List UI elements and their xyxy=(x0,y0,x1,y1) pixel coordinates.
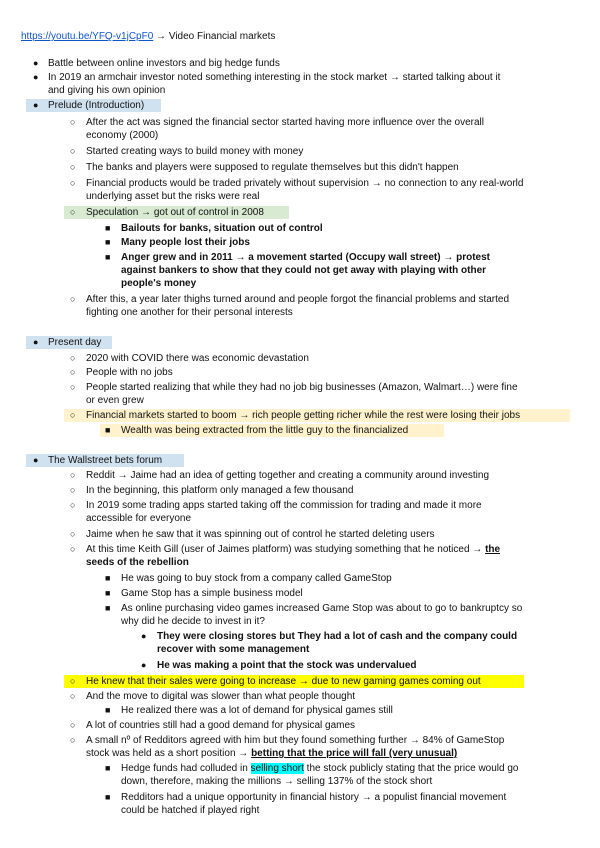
bullet-icon: ■ xyxy=(105,792,111,802)
bullet-icon: ○ xyxy=(70,720,76,730)
wsb-item: And the move to digital was slower than what people thought xyxy=(86,691,356,702)
the-text: the xyxy=(485,544,501,555)
bullet-icon: ● xyxy=(33,455,39,465)
wsb-item: In 2019 some trading apps started taking off the commission for trading and made it more xyxy=(86,500,482,511)
selling-short-highlight: selling short xyxy=(250,763,304,774)
physical-sub: He realized there was a lot of demand for physical games still xyxy=(121,705,393,716)
bullet-icon: ■ xyxy=(105,763,111,773)
section-heading-wsb: The Wallstreet bets forum xyxy=(48,455,163,466)
bullet-icon: ○ xyxy=(70,353,76,363)
speculation-sub-cont: people's money xyxy=(121,278,197,289)
wsb-item: He knew that their sales were going to increase → due to new gaming games coming out xyxy=(86,676,481,687)
present-item: People started realizing that while they had no job big businesses (Amazon, Walmart…) were fine xyxy=(86,382,518,393)
prelude-item: The banks and players were supposed to regulate themselves but this didn't happen xyxy=(86,162,459,173)
present-item: People with no jobs xyxy=(86,367,173,378)
section-heading-present: Present day xyxy=(48,337,102,348)
betting-text: betting that the price will fall (very unusual) xyxy=(251,748,458,759)
bullet-icon: ■ xyxy=(105,252,111,262)
wsb-item-cont: accessible for everyone xyxy=(86,513,192,524)
header-title: → Video Financial markets xyxy=(153,31,276,42)
wsb-item: A small nº of Redditors agreed with him but they found something further → 84% of GameStop xyxy=(86,735,505,746)
hedge-post: the stock publicly stating that the price would go xyxy=(303,763,519,774)
bullet-icon: ○ xyxy=(70,410,76,420)
gamestop-sub-cont: recover with some management xyxy=(157,644,310,655)
bullet-icon: ■ xyxy=(105,223,111,233)
bullet-icon: ● xyxy=(33,100,39,110)
intro-item: Battle between online investors and big hedge funds xyxy=(48,58,280,69)
header-line xyxy=(21,30,275,43)
bullet-icon: ○ xyxy=(70,470,76,480)
wsb-item-cont xyxy=(86,747,457,760)
bullet-icon: ○ xyxy=(70,691,76,701)
present-sub: Wealth was being extracted from the little guy to the financialized xyxy=(121,425,409,436)
intro-item: In 2019 an armchair investor noted something interesting in the stock market → started talking about it xyxy=(48,72,501,83)
prelude-item: After this, a year later thighs turned around and people forgot the financial problems and started xyxy=(86,294,510,305)
bullet-icon: ○ xyxy=(70,544,76,554)
gamestop-item-cont: why did he decide to invest in it? xyxy=(121,616,265,627)
bullet-icon: ■ xyxy=(105,425,111,435)
bullet-icon: ● xyxy=(33,72,39,82)
present-item: Financial markets started to boom → rich people getting richer while the rest were losing their jobs xyxy=(86,410,521,421)
gamestop-sub: They were closing stores but They had a lot of cash and the company could xyxy=(157,631,518,642)
bullet-icon: ○ xyxy=(70,500,76,510)
bullet-icon: ● xyxy=(33,58,39,68)
speculation-sub: Anger grew and in 2011 → a movement started (Occupy wall street) → protest xyxy=(121,252,490,263)
gamestop-item: As online purchasing video games increased Game Stop was about to go to bankruptcy so xyxy=(121,603,523,614)
hedge-item-cont: down, therefore, making the millions → selling 137% of the stock short xyxy=(121,776,433,787)
bullet-icon: ○ xyxy=(70,676,76,686)
video-link[interactable]: https://youtu.be/YFQ-v1jCpF0 xyxy=(21,31,154,42)
bullet-icon: ■ xyxy=(105,603,111,613)
speculation-sub: Many people lost their jobs xyxy=(121,237,250,248)
bullet-icon: ○ xyxy=(70,735,76,745)
bullet-icon: ■ xyxy=(105,573,111,583)
bullet-icon: ■ xyxy=(105,237,111,247)
bullet-icon: ○ xyxy=(70,382,76,392)
bullet-icon: ○ xyxy=(70,529,76,539)
bullet-icon: ○ xyxy=(70,485,76,495)
bullet-icon: ○ xyxy=(70,162,76,172)
prelude-item-cont: fighting one another for their personal interests xyxy=(86,307,293,318)
section-heading-prelude: Prelude (Introduction) xyxy=(48,100,145,111)
keith-gill-text: At this time Keith Gill (user of Jaimes platform) was studying something that he noticed → xyxy=(86,544,486,555)
bullet-icon: ■ xyxy=(105,705,111,715)
intro-item-cont: and giving his own opinion xyxy=(48,85,166,96)
bullet-icon: ● xyxy=(141,660,147,670)
gamestop-item: He was going to buy stock from a company called GameStop xyxy=(121,573,392,584)
hedge-pre: Hedge funds had colluded in xyxy=(121,763,251,774)
redditors-item-cont: could be hatched if played right xyxy=(121,805,260,816)
wsb-item: Reddit → Jaime had an idea of getting together and creating a community around investing xyxy=(86,470,490,481)
gamestop-sub: He was making a point that the stock was undervalued xyxy=(157,660,417,671)
prelude-item: Financial products would be traded privately without supervision → no connection to any real-world xyxy=(86,178,524,189)
prelude-item-cont: underlying asset but the risks were real xyxy=(86,191,260,202)
bullet-icon: ○ xyxy=(70,367,76,377)
bullet-icon: ● xyxy=(33,337,39,347)
present-item-cont: or even grew xyxy=(86,395,144,406)
wsb-item: In the beginning, this platform only managed a few thousand xyxy=(86,485,354,496)
wsb-item xyxy=(86,543,500,556)
seeds-text: seeds of the rebellion xyxy=(86,557,189,568)
speculation-sub: Bailouts for banks, situation out of control xyxy=(121,223,323,234)
hedge-item xyxy=(121,762,518,775)
present-item: 2020 with COVID there was economic devastation xyxy=(86,353,309,364)
gamestop-item: Game Stop has a simple business model xyxy=(121,588,303,599)
prelude-item: Started creating ways to build money with money xyxy=(86,146,304,157)
speculation-sub-cont: against bankers to show that they could not get away with playing with other xyxy=(121,265,487,276)
bullet-icon: ● xyxy=(141,631,147,641)
bullet-icon: ○ xyxy=(70,146,76,156)
bullet-icon: ○ xyxy=(70,178,76,188)
wsb-item: Jaime when he saw that it was spinning out of control he started deleting users xyxy=(86,529,435,540)
bullet-icon: ○ xyxy=(70,207,76,217)
redditors-item: Redditors had a unique opportunity in financial history → a populist financial movement xyxy=(121,792,507,803)
bullet-icon: ○ xyxy=(70,117,76,127)
bullet-icon: ■ xyxy=(105,588,111,598)
short-position-text: stock was held as a short position → xyxy=(86,748,252,759)
bullet-icon: ○ xyxy=(70,294,76,304)
prelude-item: After the act was signed the financial sector started having more influence over the overall xyxy=(86,117,484,128)
wsb-item: A lot of countries still had a good demand for physical games xyxy=(86,720,356,731)
speculation-item: Speculation → got out of control in 2008 xyxy=(86,207,264,218)
prelude-item-cont: economy (2000) xyxy=(86,130,159,141)
